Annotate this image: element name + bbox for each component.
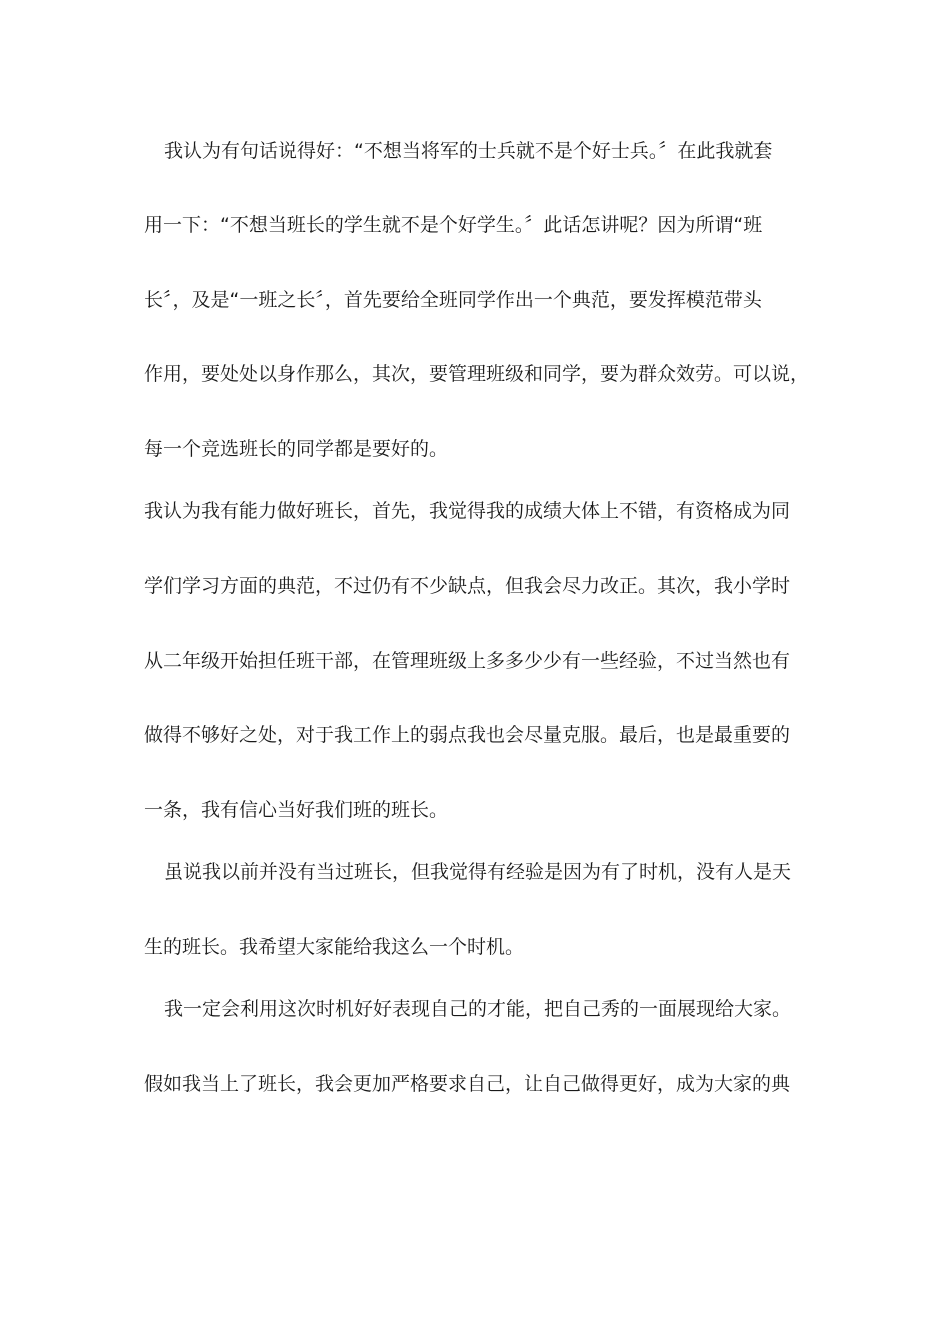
paragraph-1-line-2: 用一下：“不想当班长的学生就不是个好学生。〞此话怎讲呢？因为所谓“班 <box>144 214 763 236</box>
paragraph-2-line-2: 学们学习方面的典范，不过仍有不少缺点，但我会尽力改正。其次，我小学时 <box>144 575 791 597</box>
paragraph-1-line-4: 作用，要处处以身作那么，其次，要管理班级和同学，要为群众效劳。可以说， <box>144 363 810 385</box>
paragraph-3-line-2: 生的班长。我希望大家能给我这么一个时机。 <box>144 936 525 958</box>
paragraph-1-line-3: 长〞，及是“一班之长〞，首先要给全班同学作出一个典范，要发挥模范带头 <box>144 289 762 311</box>
paragraph-3-line-1: 虽说我以前并没有当过班长，但我觉得有经验是因为有了时机，没有人是天 <box>164 861 792 883</box>
paragraph-2-line-3: 从二年级开始担任班干部，在管理班级上多多少少有一些经验，不过当然也有 <box>144 650 791 672</box>
paragraph-2-line-1: 我认为我有能力做好班长，首先，我觉得我的成绩大体上不错，有资格成为同 <box>144 500 791 522</box>
paragraph-1-line-5: 每一个竞选班长的同学都是要好的。 <box>144 438 449 460</box>
paragraph-1-line-1: 我认为有句话说得好：“不想当将军的士兵就不是个好士兵。〞在此我就套 <box>164 140 773 162</box>
paragraph-4-line-2: 假如我当上了班长，我会更加严格要求自己，让自己做得更好，成为大家的典 <box>144 1073 791 1095</box>
paragraph-2-line-4: 做得不够好之处，对于我工作上的弱点我也会尽量克服。最后，也是最重要的 <box>144 724 791 746</box>
paragraph-4-line-1: 我一定会利用这次时机好好表现自己的才能，把自己秀的一面展现给大家。 <box>164 998 792 1020</box>
paragraph-2-line-5: 一条，我有信心当好我们班的班长。 <box>144 799 449 821</box>
